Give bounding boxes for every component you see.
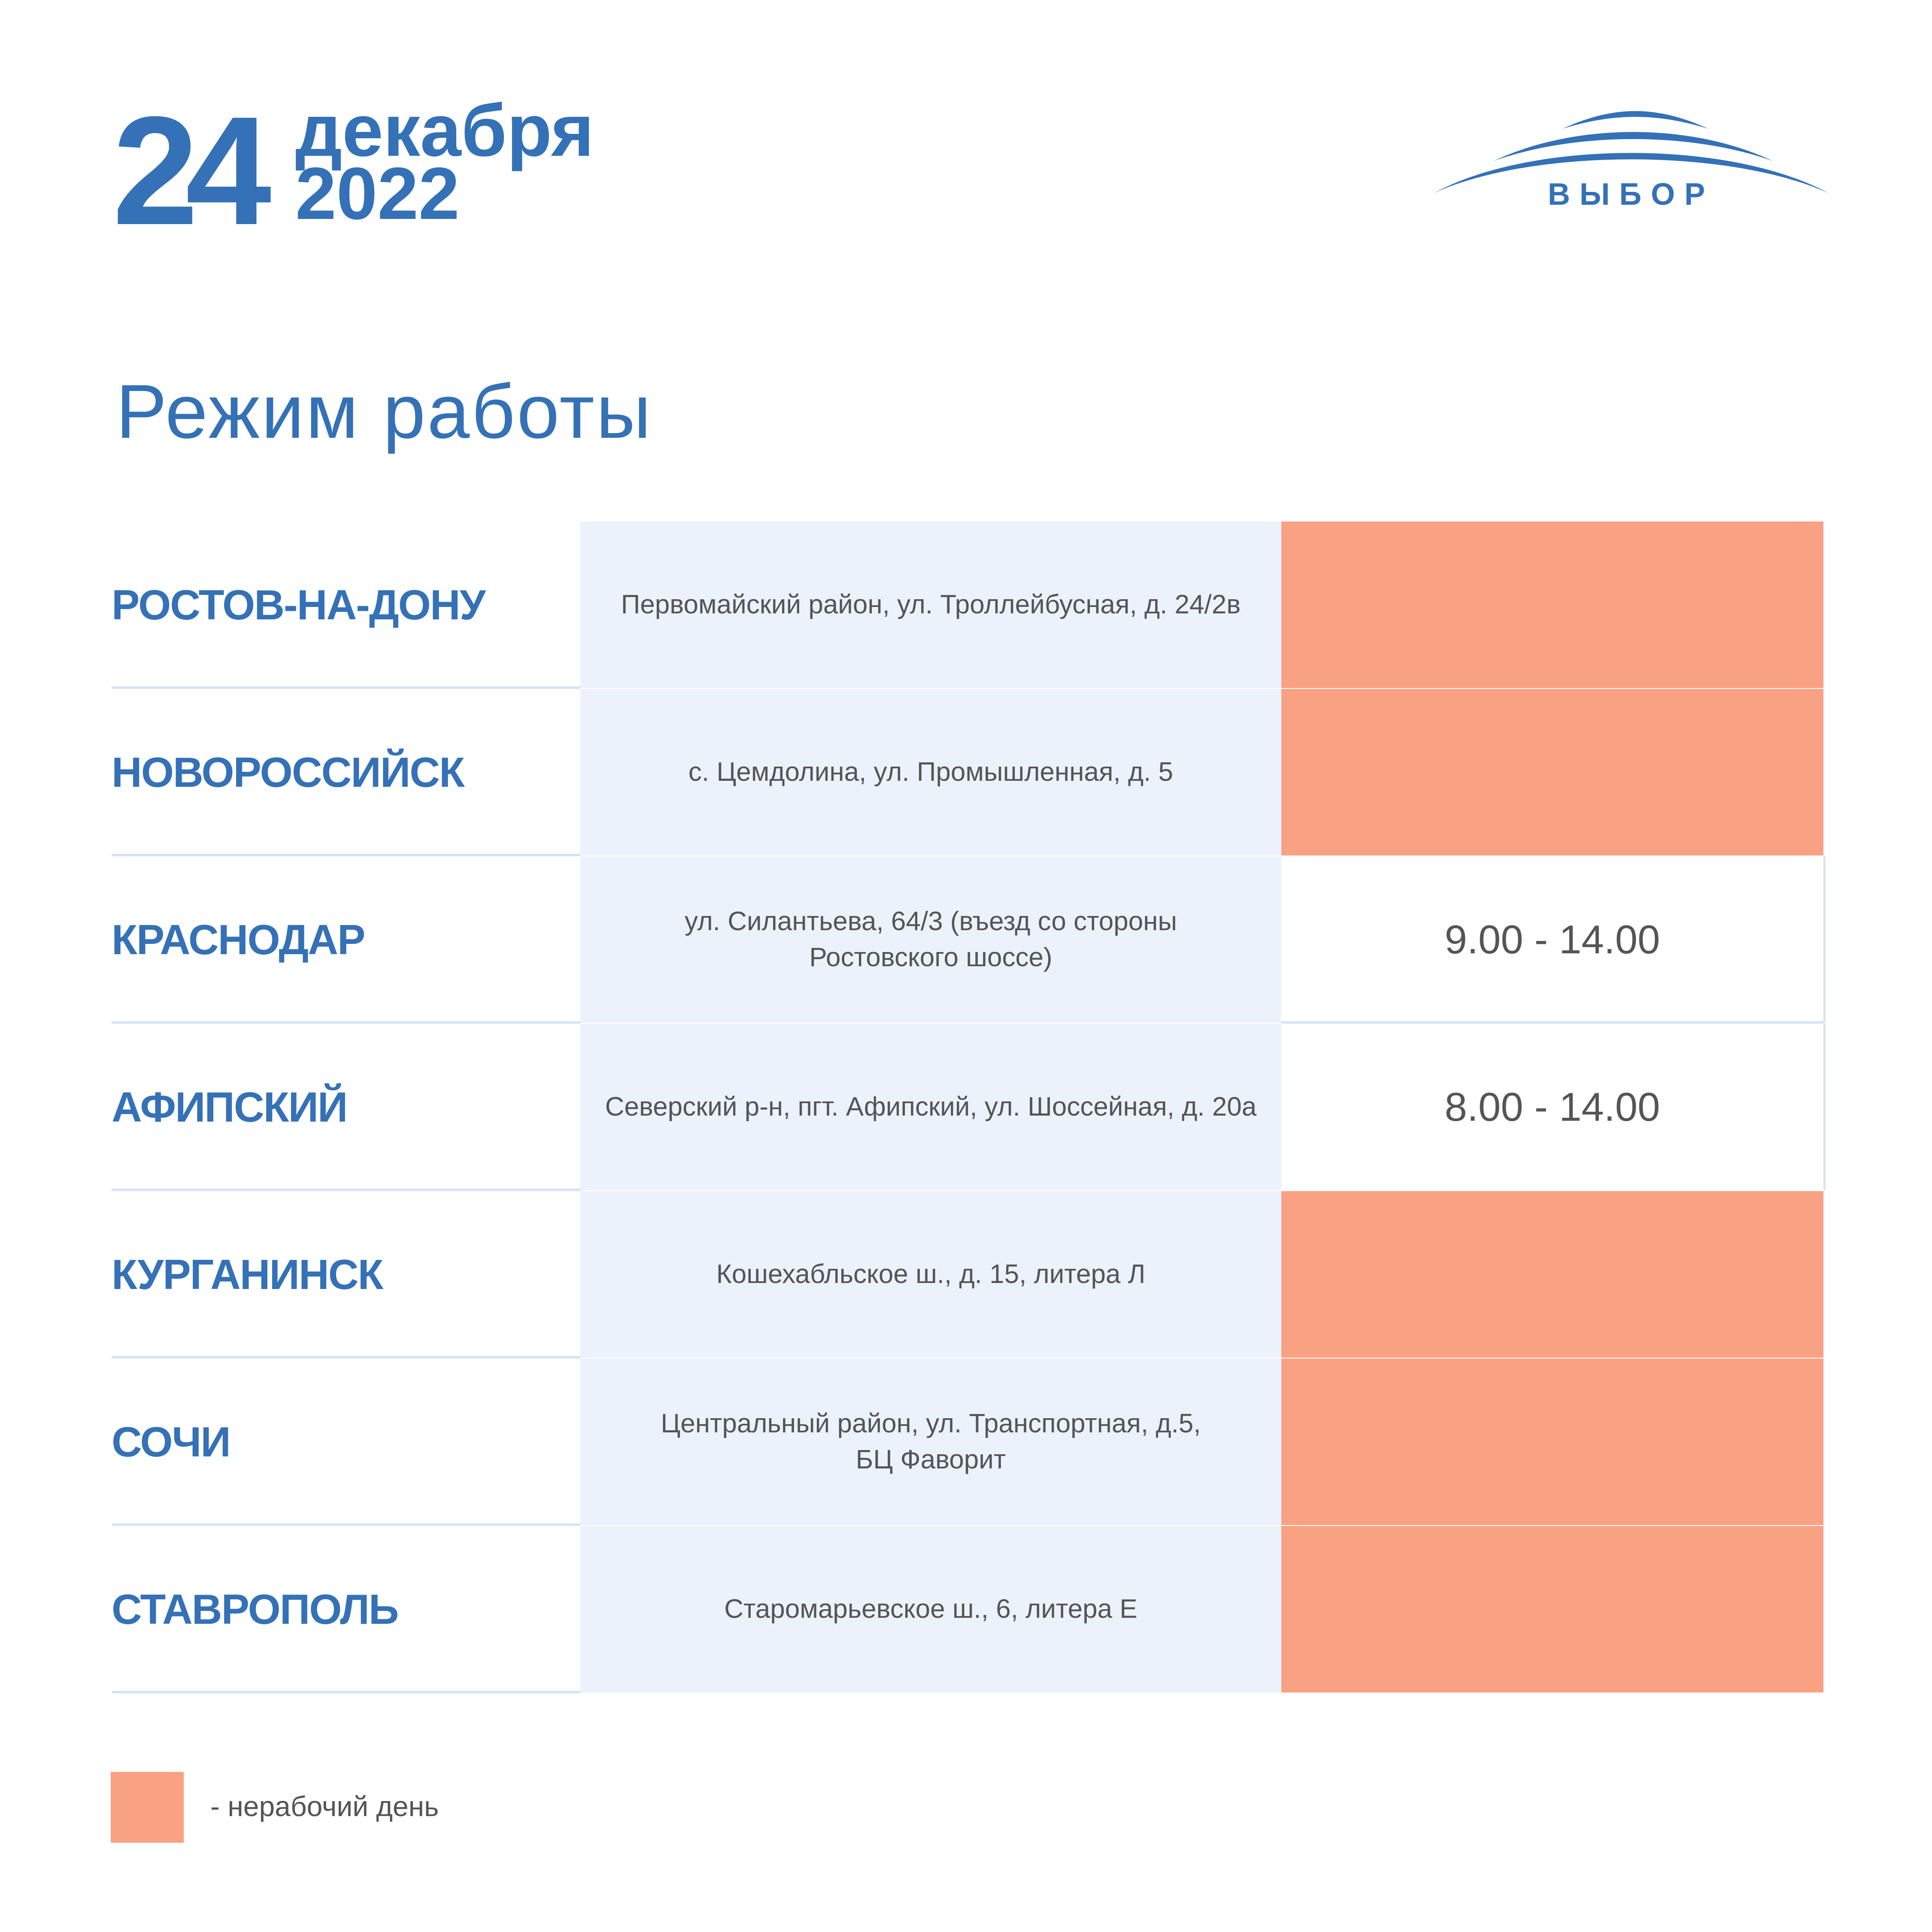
city-name: КРАСНОДАР	[112, 916, 365, 963]
table-row	[112, 856, 1829, 1023]
vybor-logo	[1434, 92, 1829, 212]
table-row	[112, 1526, 1829, 1692]
hours-cell	[1281, 689, 1823, 855]
city-name: РОСТОВ-НА-ДОНУ	[112, 581, 485, 628]
city-name: НОВОРОССИЙСК	[112, 748, 464, 796]
address-cell: Кошехабльское ш., д. 15, литера Л	[580, 1191, 1281, 1358]
table-row	[112, 1191, 1829, 1358]
table-row	[112, 1359, 1829, 1525]
date-day: 24	[112, 85, 259, 257]
legend-text: - нерабочий день	[210, 1790, 439, 1822]
legend-swatch	[111, 1772, 184, 1843]
address-cell: Северский р-н, пгт. Афипский, ул. Шоссейная, д. 20а	[580, 1024, 1281, 1190]
hours-cell: 9.00 - 14.00	[1281, 856, 1826, 1023]
hours-cell: 8.00 - 14.00	[1281, 1024, 1826, 1190]
hours-cell	[1281, 1191, 1823, 1358]
table-row	[112, 1024, 1829, 1190]
hours-cell	[1281, 522, 1823, 688]
address-cell: Старомарьевское ш., 6, литера Е	[580, 1526, 1281, 1692]
date-month: декабря	[295, 89, 594, 172]
address-cell: Первомайский район, ул. Троллейбусная, д. 24/2в	[580, 522, 1281, 688]
city-name: АФИПСКИЙ	[112, 1083, 347, 1131]
table-row	[112, 522, 1829, 688]
hours-cell	[1281, 1359, 1823, 1525]
city-name: СТАВРОПОЛЬ	[112, 1585, 398, 1633]
row-divider	[112, 1691, 580, 1693]
page-title: Режим работы	[116, 369, 653, 454]
logo-text: ВЫБОР	[1547, 177, 1715, 212]
address-cell: с. Цемдолина, ул. Промышленная, д. 5	[580, 689, 1281, 855]
hours-cell	[1281, 1526, 1823, 1692]
address-cell: Центральный район, ул. Транспортная, д.5, БЦ Фаворит	[580, 1359, 1281, 1525]
date-year: 2022	[295, 152, 460, 235]
table-row	[112, 689, 1829, 855]
address-cell: ул. Силантьева, 64/3 (въезд со стороны Ростовского шоссе)	[580, 856, 1281, 1023]
city-name: СОЧИ	[112, 1418, 230, 1465]
city-name: КУРГАНИНСК	[112, 1250, 383, 1298]
